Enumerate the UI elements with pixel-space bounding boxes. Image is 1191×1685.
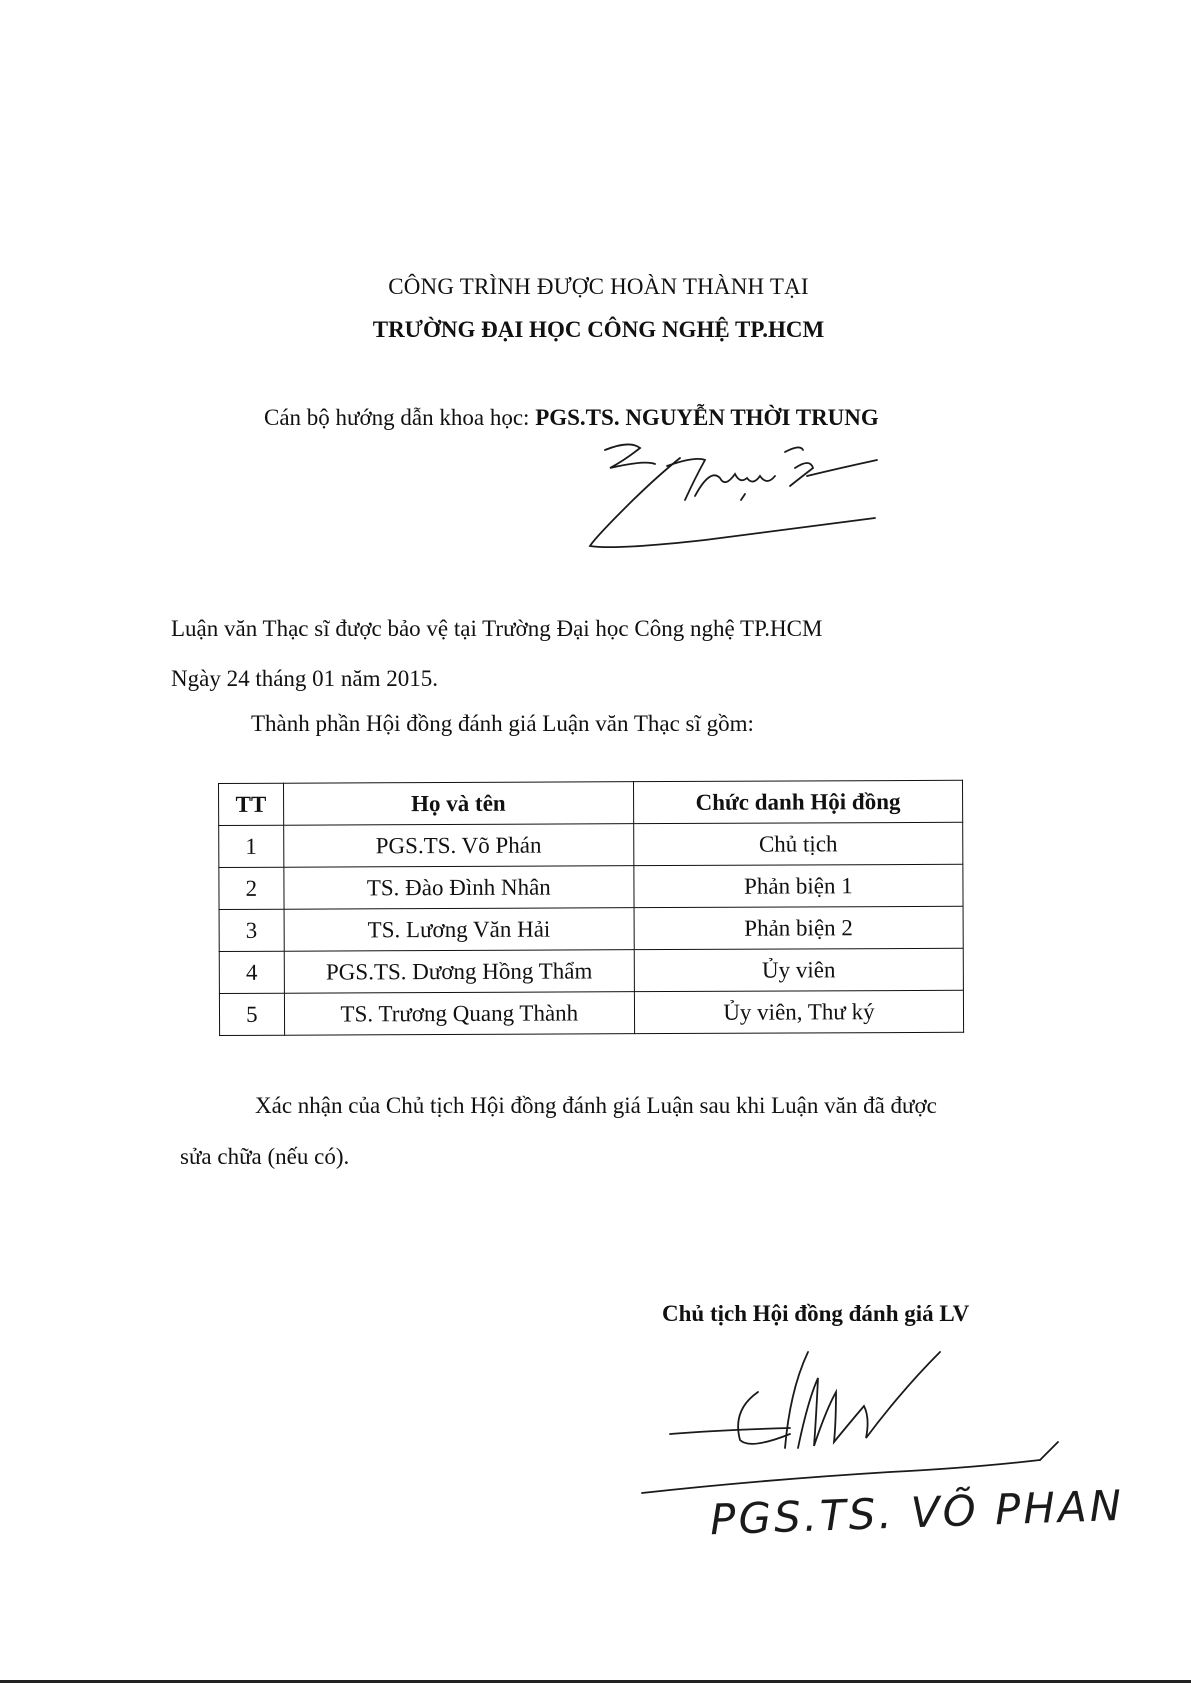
col-header-role: Chức danh Hội đồng — [633, 780, 962, 823]
advisor-label: Cán bộ hướng dẫn khoa học: — [264, 405, 530, 430]
member-name: TS. Trương Quang Thành — [284, 992, 634, 1036]
member-name: TS. Đào Đình Nhân — [284, 866, 634, 910]
row-no: 2 — [219, 867, 284, 909]
table-row — [219, 990, 963, 1035]
member-role: Chủ tịch — [634, 822, 963, 865]
table-row — [219, 948, 963, 993]
member-role: Ủy viên — [634, 948, 963, 991]
confirmation-line-1: Xác nhận của Chủ tịch Hội đồng đánh giá Luận sau khi Luận văn đã được — [255, 1093, 937, 1118]
row-no: 3 — [219, 909, 284, 951]
row-no: 5 — [219, 993, 284, 1035]
row-no: 4 — [219, 951, 284, 993]
advisor-name: PGS.TS. NGUYỄN THỜI TRUNG — [535, 405, 879, 430]
col-header-name: Họ và tên — [283, 782, 633, 826]
table-row — [219, 906, 963, 951]
university-name: TRƯỜNG ĐẠI HỌC CÔNG NGHỆ TP.HCM — [372, 317, 825, 342]
table-header-row — [219, 780, 963, 825]
col-header-no: TT — [219, 783, 284, 825]
member-name: PGS.TS. Dương Hồng Thẩm — [284, 950, 634, 994]
member-role: Phản biện 1 — [634, 864, 963, 907]
row-no: 1 — [219, 825, 284, 867]
header-line-1: CÔNG TRÌNH ĐƯỢC HOÀN THÀNH TẠI — [388, 274, 809, 299]
defense-location: Luận văn Thạc sĩ được bảo vệ tại Trường Đại học Công nghệ TP.HCM — [171, 616, 823, 641]
council-intro: Thành phần Hội đồng đánh giá Luận văn Thạc sĩ gồm: — [251, 711, 754, 736]
council-table — [218, 780, 964, 1036]
table-row — [219, 864, 963, 909]
scan-edge-line — [0, 1680, 1191, 1683]
member-role: Phản biện 2 — [634, 906, 963, 949]
defense-date: Ngày 24 tháng 01 năm 2015. — [171, 666, 439, 691]
chair-title: Chủ tịch Hội đồng đánh giá LV — [662, 1301, 970, 1326]
chair-handwritten-name: PGS.TS. VÕ PHAN — [709, 1480, 1125, 1545]
advisor-line — [264, 405, 879, 431]
member-role: Ủy viên, Thư ký — [634, 990, 963, 1033]
advisor-signature — [585, 438, 885, 556]
confirmation-line-2: sửa chữa (nếu có). — [180, 1144, 350, 1169]
member-name: PGS.TS. Võ Phán — [283, 824, 633, 868]
table-row — [219, 822, 963, 867]
member-name: TS. Lương Văn Hải — [284, 908, 634, 952]
